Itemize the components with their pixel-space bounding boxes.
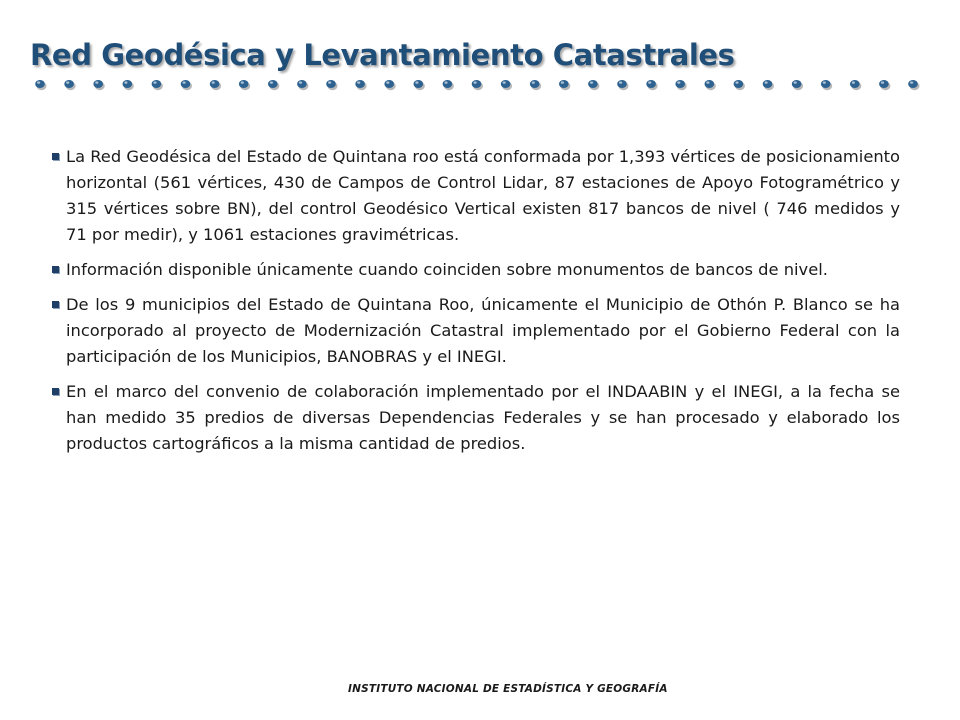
bullet-item [52, 379, 900, 457]
footer-institution: INSTITUTO NACIONAL DE ESTADÍSTICA Y GEOGRAFÍA [348, 683, 668, 695]
bullet-item [52, 292, 900, 370]
bullet-text: De los 9 municipios del Estado de Quintana Roo, únicamente el Municipio de Othón P. Blanco se ha incorporado al proyecto de Modernización Catastral implementado por el Gobierno Federal con la participación de los Municipios, BANOBRAS y el INEGI. [66, 295, 900, 366]
slide-title: Red Geodésica y Levantamiento Catastrales [30, 38, 735, 72]
bullet-list [52, 144, 900, 466]
bullet-item [52, 257, 900, 283]
square-bullet-icon [52, 301, 59, 308]
square-bullet-icon [52, 266, 59, 273]
bullet-text: En el marco del convenio de colaboración implementado por el INDAABIN y el INEGI, a la fecha se han medido 35 predios de diversas Dependencias Federales y se han procesado y elaborado los productos cartográficos a la misma cantidad de predios. [66, 382, 900, 453]
square-bullet-icon [52, 388, 59, 395]
square-bullet-icon [52, 153, 59, 160]
bullet-item [52, 144, 900, 248]
dot-divider-icon [32, 74, 932, 98]
bullet-text: La Red Geodésica del Estado de Quintana roo está conformada por 1,393 vértices de posicionamiento horizontal (561 vértices, 430 de Campos de Control Lidar, 87 estaciones de Apoyo Fotogramétrico y 315 vértices sobre BN), del control Geodésico Vertical existen 817 bancos de nivel ( 746 medidos y 71 por medir), y 1061 estaciones gravimétricas. [66, 147, 900, 244]
bullet-text: Información disponible únicamente cuando coinciden sobre monumentos de bancos de nivel. [66, 260, 828, 279]
